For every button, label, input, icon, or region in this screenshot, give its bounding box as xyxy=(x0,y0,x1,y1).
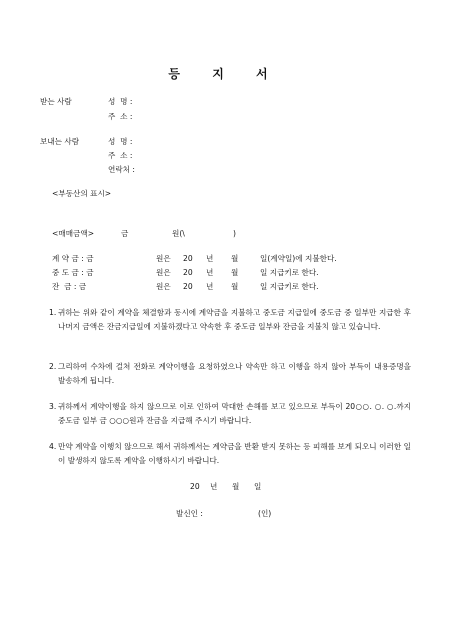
sender-address-label: 주 소 : xyxy=(108,151,133,160)
payment-won: 원은 xyxy=(156,282,171,291)
price-label: <매매금액> xyxy=(52,229,95,238)
property-label: <부동산의 표시> xyxy=(52,189,112,198)
paragraph-2 xyxy=(49,360,411,387)
payment-nyeon: 년 xyxy=(206,282,214,291)
paragraph-text: 그리하여 수차에 걸쳐 전화로 계약이행을 요청하였으나 약속만 하고 이행을 하지 않아 부득이 내용증명을 발송하게 됩니다. xyxy=(58,362,411,385)
receiver-label: 받는 사람 xyxy=(40,97,72,106)
payment-wol: 월 xyxy=(231,268,239,277)
date-wol: 월 xyxy=(232,482,240,491)
document-title: 등 지 서 xyxy=(168,67,282,81)
payment-won: 원은 xyxy=(156,268,171,277)
payment-nyeon: 년 xyxy=(206,254,214,263)
paragraph-text: 만약 계약을 이행치 않으므로 해서 귀하께서는 계약금을 반환 받지 못하는 등 피해를 보게 되오니 이러한 일이 발생하지 않도록 계약을 이행하시기 바랍니다. xyxy=(58,442,411,465)
paragraph-number: 1. xyxy=(49,308,57,317)
payment-wol: 월 xyxy=(231,254,239,263)
receiver-address-label: 주 소 : xyxy=(108,112,133,121)
paragraph-1 xyxy=(49,306,411,333)
payment-tail: 일 지급키로 한다. xyxy=(260,268,319,277)
payment-year: 20 xyxy=(183,268,193,277)
paragraph-number: 3. xyxy=(49,402,57,411)
signature-label: 발신인 : xyxy=(176,509,203,518)
sender-contact-label: 연락처 : xyxy=(108,165,135,174)
paragraph-number: 2. xyxy=(49,362,57,371)
payment-wol: 월 xyxy=(231,282,239,291)
payment-tail: 일(계약일)에 지불한다. xyxy=(260,254,337,263)
payment-label: 계 약 금 : 금 xyxy=(52,254,94,263)
paragraph-4 xyxy=(49,440,411,467)
price-close: ) xyxy=(233,229,236,238)
paragraph-3 xyxy=(49,400,411,427)
payment-tail: 일 지급키로 한다. xyxy=(260,282,319,291)
payment-year: 20 xyxy=(183,282,193,291)
date-il: 일 xyxy=(254,482,262,491)
receiver-name-label: 성 명 : xyxy=(108,97,133,106)
price-geum: 금 xyxy=(121,229,129,238)
sender-name-label: 성 명 : xyxy=(108,137,133,146)
date-nyeon: 년 xyxy=(210,482,218,491)
payment-nyeon: 년 xyxy=(206,268,214,277)
payment-label: 잔 금 : 금 xyxy=(52,282,87,291)
paragraph-text: 귀하는 위와 같이 계약을 체결함과 동시에 계약금을 지불하고 중도금 지급일에 중도금 중 일부만 지급한 후 나머지 금액은 잔금지급일에 지불하겠다고 약속한 후 중도금 일부와 잔금을 지불치 않고 있습니다. xyxy=(58,308,411,331)
payment-won: 원은 xyxy=(156,254,171,263)
payment-label: 중 도 금 : 금 xyxy=(52,268,94,277)
signature-seal: (인) xyxy=(258,509,272,518)
sender-label: 보내는 사람 xyxy=(40,137,80,146)
date-year: 20 xyxy=(190,482,200,491)
payment-year: 20 xyxy=(183,254,193,263)
price-won: 원(\ xyxy=(172,229,185,238)
paragraph-number: 4. xyxy=(49,442,57,451)
paragraph-text: 귀하께서 계약이행을 하지 않으므로 이로 인하여 막대한 손해를 보고 있으므로 부득이 20○○. ○. ○.까지 중도금 일부 금 ○○○원과 잔금을 지급해 주시기 바랍니다. xyxy=(58,402,411,425)
